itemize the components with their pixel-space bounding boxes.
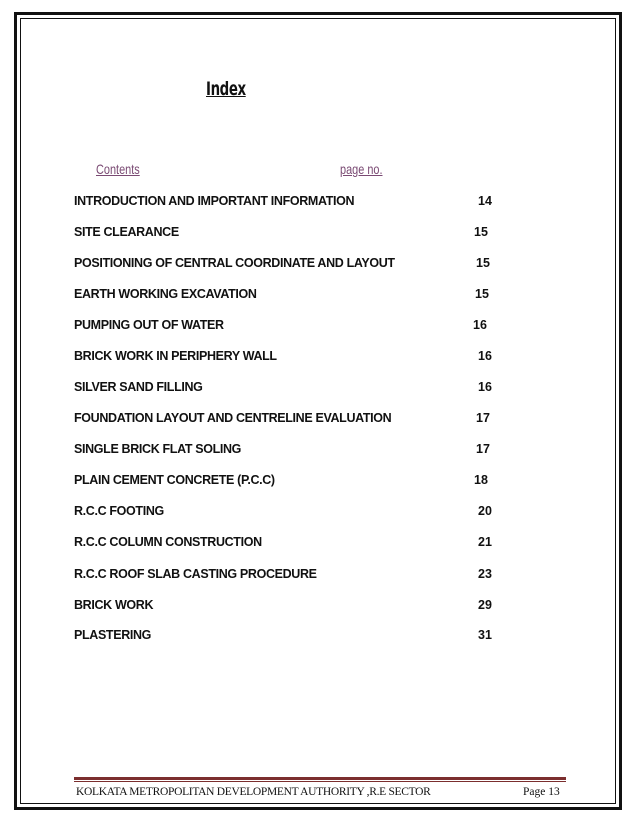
toc-entry-title: POSITIONING OF CENTRAL COORDINATE AND LAYOUT xyxy=(74,256,395,270)
toc-entry-title: INTRODUCTION AND IMPORTANT INFORMATION xyxy=(74,194,355,208)
toc-entry-page: 16 xyxy=(478,349,492,363)
toc-entry-page: 17 xyxy=(476,411,490,425)
toc-entry-title: SINGLE BRICK FLAT SOLING xyxy=(74,442,242,456)
contents-header: Contents xyxy=(96,161,140,177)
toc-entry-title: PLAIN CEMENT CONCRETE (P.C.C) xyxy=(74,473,275,487)
footer-rule-thin xyxy=(74,781,566,782)
index-title: Index xyxy=(206,78,246,100)
toc-entry-page: 21 xyxy=(478,535,492,549)
toc-row xyxy=(0,318,638,338)
toc-entry-page: 14 xyxy=(478,194,492,208)
toc-entry-title: R.C.C COLUMN CONSTRUCTION xyxy=(74,535,262,549)
toc-entry-title: R.C.C ROOF SLAB CASTING PROCEDURE xyxy=(74,567,317,581)
page-no-header: page no. xyxy=(340,161,383,177)
toc-row xyxy=(0,628,638,648)
toc-row xyxy=(0,225,638,245)
toc-entry-title: BRICK WORK xyxy=(74,598,154,612)
toc-row xyxy=(0,287,638,307)
toc-row xyxy=(0,504,638,524)
toc-entry-title: FOUNDATION LAYOUT AND CENTRELINE EVALUATION xyxy=(74,411,392,425)
toc-entry-title: PLASTERING xyxy=(74,628,152,642)
footer-page-number: Page 13 xyxy=(523,786,560,798)
toc-entry-page: 20 xyxy=(478,504,492,518)
toc-entry-page: 29 xyxy=(478,598,492,612)
toc-row xyxy=(0,535,638,555)
toc-entry-page: 16 xyxy=(473,318,487,332)
toc-entry-title: EARTH WORKING EXCAVATION xyxy=(74,287,257,301)
toc-row xyxy=(0,442,638,462)
toc-entry-title: R.C.C FOOTING xyxy=(74,504,164,518)
toc-row xyxy=(0,380,638,400)
toc-entry-page: 16 xyxy=(478,380,492,394)
footer-organization: KOLKATA METROPOLITAN DEVELOPMENT AUTHORITY ,R.E SECTOR xyxy=(76,786,431,798)
footer-rule-thick xyxy=(74,777,566,780)
toc-entry-title: SITE CLEARANCE xyxy=(74,225,179,239)
toc-row xyxy=(0,194,638,214)
toc-row xyxy=(0,567,638,587)
toc-row xyxy=(0,411,638,431)
toc-row xyxy=(0,349,638,369)
toc-entry-page: 15 xyxy=(474,225,488,239)
toc-entry-title: SILVER SAND FILLING xyxy=(74,380,203,394)
toc-entry-page: 15 xyxy=(476,256,490,270)
toc-row xyxy=(0,256,638,276)
toc-row xyxy=(0,598,638,618)
toc-row xyxy=(0,473,638,493)
toc-entry-page: 18 xyxy=(474,473,488,487)
toc-entry-page: 17 xyxy=(476,442,490,456)
toc-entry-page: 15 xyxy=(475,287,489,301)
toc-entry-title: PUMPING OUT OF WATER xyxy=(74,318,224,332)
toc-entry-title: BRICK WORK IN PERIPHERY WALL xyxy=(74,349,277,363)
toc-entry-page: 31 xyxy=(478,628,492,642)
toc-entry-page: 23 xyxy=(478,567,492,581)
